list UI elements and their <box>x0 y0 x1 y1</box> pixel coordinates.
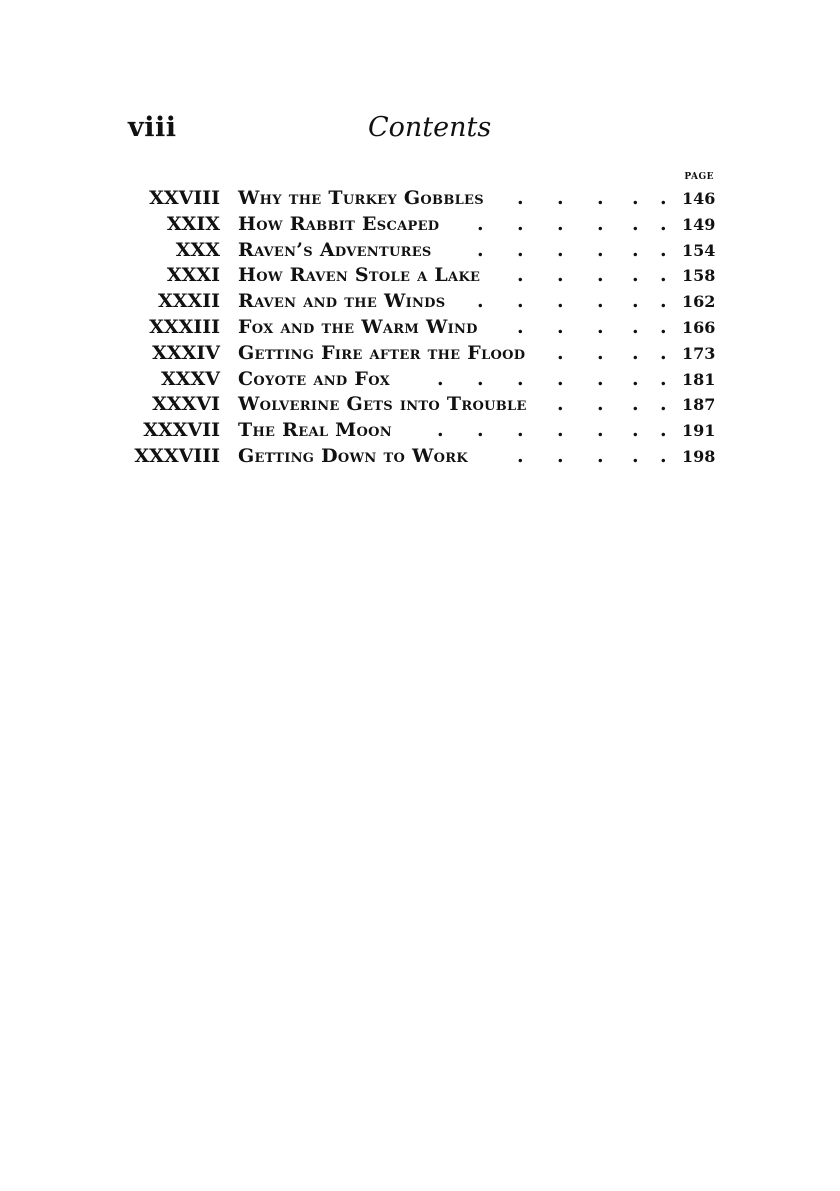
chapter-title: Getting Down to Work <box>238 444 468 467</box>
leader-dot: . <box>517 212 524 235</box>
leader-dot: . <box>477 419 484 442</box>
chapter-page: 162 <box>682 292 716 312</box>
leader-dot: . <box>437 419 444 442</box>
leader-dot: . <box>660 367 667 390</box>
leader-dot: . <box>477 290 484 313</box>
chapter-page: 173 <box>682 343 716 363</box>
leader-dot: . <box>632 367 639 390</box>
leader-dot: . <box>597 444 604 467</box>
chapter-title: How Rabbit Escaped <box>238 212 440 235</box>
chapter-title: The Real Moon <box>238 419 392 442</box>
toc-entry <box>0 263 840 289</box>
leader-dot: . <box>517 419 524 442</box>
leader-dot: . <box>597 290 604 313</box>
chapter-number: XXXI <box>166 264 220 287</box>
toc-entry <box>0 212 840 238</box>
leader-dot: . <box>660 444 667 467</box>
leader-dot: . <box>597 264 604 287</box>
leader-dot: . <box>557 290 564 313</box>
leader-dot: . <box>517 264 524 287</box>
leader-dot: . <box>632 187 639 209</box>
chapter-title: Wolverine Gets into Trouble <box>238 393 527 416</box>
leader-dot: . <box>477 238 484 261</box>
leader-dot: . <box>557 212 564 235</box>
chapter-number: XXVIII <box>149 187 220 209</box>
leader-dot: . <box>660 290 667 313</box>
leader-dot: . <box>517 444 524 467</box>
leader-dot: . <box>597 367 604 390</box>
chapter-title: Coyote and Fox <box>238 367 390 390</box>
chapter-page: 146 <box>682 189 716 208</box>
toc-entry <box>0 341 840 367</box>
leader-dot: . <box>632 264 639 287</box>
leader-dot: . <box>437 367 444 390</box>
chapter-title: Raven and the Winds <box>238 290 446 313</box>
page-number: viii <box>128 112 177 143</box>
chapter-title: How Raven Stole a Lake <box>238 264 481 287</box>
toc-entry <box>0 392 840 418</box>
chapter-page: 154 <box>682 240 716 260</box>
chapter-number: XXIX <box>166 212 220 235</box>
toc-entry <box>0 289 840 315</box>
leader-dot: . <box>557 367 564 390</box>
chapter-page: 166 <box>682 317 716 337</box>
leader-dot: . <box>597 238 604 261</box>
leader-dot: . <box>597 419 604 442</box>
running-title: Contents <box>368 112 492 143</box>
leader-dot: . <box>557 419 564 442</box>
leader-dot: . <box>632 290 639 313</box>
leader-dot: . <box>557 187 564 209</box>
chapter-page: 149 <box>682 214 716 234</box>
leader-dot: . <box>632 341 639 364</box>
toc-entry <box>0 238 840 264</box>
toc-entry <box>0 315 840 341</box>
leader-dot: . <box>660 341 667 364</box>
chapter-number: XXXIII <box>149 315 220 338</box>
leader-dot: . <box>557 341 564 364</box>
leader-dot: . <box>632 419 639 442</box>
leader-dot: . <box>632 238 639 261</box>
leader-dot: . <box>557 315 564 338</box>
leader-dot: . <box>557 238 564 261</box>
chapter-number: XXXVII <box>143 419 220 442</box>
toc-entry <box>0 418 840 444</box>
table-of-contents <box>0 186 840 470</box>
chapter-page: 198 <box>682 446 716 466</box>
leader-dot: . <box>660 238 667 261</box>
toc-entry <box>0 367 840 393</box>
toc-entry <box>0 444 840 470</box>
chapter-title: Fox and the Warm Wind <box>238 315 478 338</box>
chapter-title: Why the Turkey Gobbles <box>238 187 484 209</box>
leader-dot: . <box>517 238 524 261</box>
leader-dot: . <box>597 212 604 235</box>
toc-entry <box>0 186 840 212</box>
chapter-number: XXXV <box>161 367 220 390</box>
leader-dot: . <box>557 444 564 467</box>
leader-dot: . <box>660 315 667 338</box>
leader-dot: . <box>660 393 667 416</box>
leader-dot: . <box>557 264 564 287</box>
leader-dot: . <box>632 444 639 467</box>
chapter-page: 181 <box>682 369 716 389</box>
chapter-number: XXXVI <box>152 393 220 416</box>
leader-dot: . <box>660 264 667 287</box>
leader-dot: . <box>557 393 564 416</box>
leader-dot: . <box>660 187 667 209</box>
leader-dot: . <box>632 393 639 416</box>
chapter-number: XXXIV <box>152 341 220 364</box>
leader-dot: . <box>477 212 484 235</box>
chapter-number: XXXVIII <box>134 444 220 467</box>
leader-dot: . <box>632 315 639 338</box>
leader-dot: . <box>597 341 604 364</box>
chapter-page: 187 <box>682 395 716 415</box>
leader-dot: . <box>660 419 667 442</box>
leader-dot: . <box>597 315 604 338</box>
leader-dot: . <box>517 290 524 313</box>
leader-dot: . <box>517 367 524 390</box>
leader-dot: . <box>660 212 667 235</box>
page-column-label: PAGE <box>684 172 714 182</box>
leader-dot: . <box>632 212 639 235</box>
chapter-title: Raven’s Adventures <box>238 238 432 261</box>
chapter-title: Getting Fire after the Flood <box>238 341 526 364</box>
leader-dot: . <box>597 393 604 416</box>
leader-dot: . <box>517 315 524 338</box>
leader-dot: . <box>597 187 604 209</box>
chapter-page: 158 <box>682 266 716 286</box>
chapter-page: 191 <box>682 421 716 441</box>
leader-dot: . <box>477 367 484 390</box>
chapter-number: XXXII <box>157 290 220 313</box>
leader-dot: . <box>517 187 524 209</box>
chapter-number: XXX <box>175 238 220 261</box>
